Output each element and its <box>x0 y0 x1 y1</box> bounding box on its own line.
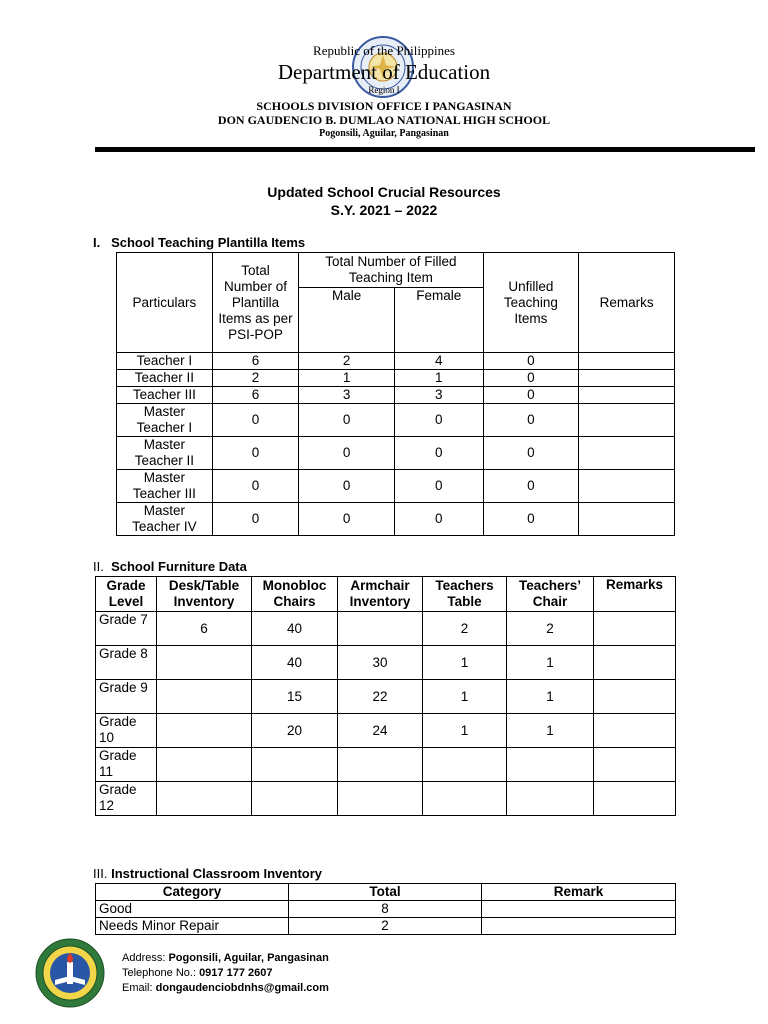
cell-desk <box>157 748 252 782</box>
cell-teachers-table: 1 <box>423 680 507 714</box>
table-row <box>96 782 676 816</box>
cell-male: 0 <box>299 503 395 536</box>
cell-remarks <box>594 680 676 714</box>
table-row <box>96 714 676 748</box>
cell-monobloc <box>252 782 338 816</box>
section-2-number: II. <box>93 559 104 574</box>
cell-teachers-table: 2 <box>423 612 507 646</box>
cell-grade: Grade 7 <box>96 612 157 646</box>
cell-desk <box>157 714 252 748</box>
cell-armchair: 30 <box>338 646 423 680</box>
cell-unfilled: 0 <box>483 353 579 370</box>
cell-armchair: 22 <box>338 680 423 714</box>
cell-remarks <box>594 714 676 748</box>
cell-male: 1 <box>299 370 395 387</box>
header-category: Category <box>96 884 289 901</box>
section-3-number: III. <box>93 866 108 881</box>
cell-female: 0 <box>394 404 483 437</box>
cell-remarks <box>579 503 675 536</box>
cell-female: 1 <box>394 370 483 387</box>
section-3-heading <box>93 866 322 881</box>
header-male: Male <box>299 288 395 353</box>
school-address: Pogonsili, Aguilar, Pangasinan <box>319 128 449 139</box>
header-desk-table: Desk/Table Inventory <box>157 577 252 612</box>
cell-particular: Master Teacher II <box>117 437 213 470</box>
cell-teachers-chair: 2 <box>507 612 594 646</box>
cell-unfilled: 0 <box>483 387 579 404</box>
cell-remarks <box>594 612 676 646</box>
footer-email: Email: dongaudenciobdnhs@gmail.com <box>122 982 329 994</box>
cell-monobloc: 40 <box>252 612 338 646</box>
header-grade-level: Grade Level <box>96 577 157 612</box>
table-row <box>117 470 675 503</box>
header-unfilled: Unfilled Teaching Items <box>483 253 579 353</box>
cell-armchair: 24 <box>338 714 423 748</box>
cell-grade: Grade 9 <box>96 680 157 714</box>
footer-address: Address: Pogonsili, Aguilar, Pangasinan <box>122 952 329 964</box>
plantilla-table <box>116 252 675 536</box>
cell-grade: Grade 10 <box>96 714 157 748</box>
header-armchair: Armchair Inventory <box>338 577 423 612</box>
cell-unfilled: 0 <box>483 437 579 470</box>
school-logo-icon <box>35 938 105 1008</box>
cell-total: 2 <box>212 370 299 387</box>
header-teachers-table: Teachers Table <box>423 577 507 612</box>
header-teachers-chair: Teachers’ Chair <box>507 577 594 612</box>
division-line: SCHOOLS DIVISION OFFICE I PANGASINAN <box>256 99 512 113</box>
cell-remarks <box>594 748 676 782</box>
cell-teachers-table <box>423 782 507 816</box>
table-row <box>117 370 675 387</box>
cell-female: 0 <box>394 437 483 470</box>
cell-particular: Master Teacher I <box>117 404 213 437</box>
republic-line: Republic of the Philippines <box>313 43 455 58</box>
cell-monobloc <box>252 748 338 782</box>
cell-teachers-table: 1 <box>423 646 507 680</box>
cell-total: 6 <box>212 353 299 370</box>
cell-male: 0 <box>299 470 395 503</box>
section-2-title: School Furniture Data <box>111 559 247 574</box>
cell-desk <box>157 680 252 714</box>
region-line: Region I <box>368 85 400 95</box>
cell-remarks <box>594 782 676 816</box>
cell-remark <box>482 918 676 935</box>
cell-grade: Grade 11 <box>96 748 157 782</box>
table-row <box>96 646 676 680</box>
table-row <box>117 437 675 470</box>
cell-female: 3 <box>394 387 483 404</box>
cell-remarks <box>579 370 675 387</box>
header-divider <box>95 147 755 152</box>
cell-male: 3 <box>299 387 395 404</box>
cell-particular: Master Teacher III <box>117 470 213 503</box>
cell-remarks <box>579 437 675 470</box>
cell-grade: Grade 8 <box>96 646 157 680</box>
header-particulars: Particulars <box>117 253 213 353</box>
table-row <box>96 680 676 714</box>
cell-female: 0 <box>394 503 483 536</box>
cell-teachers-chair <box>507 748 594 782</box>
table-row <box>117 387 675 404</box>
school-name: DON GAUDENCIO B. DUMLAO NATIONAL HIGH SCHOOL <box>217 113 551 127</box>
header-total-plantilla: Total Number of Plantilla Items as per PSI-POP <box>212 253 299 353</box>
letterhead <box>0 0 768 160</box>
cell-unfilled: 0 <box>483 404 579 437</box>
document-title: Updated School Crucial Resources <box>267 184 501 200</box>
cell-remarks <box>579 353 675 370</box>
classroom-inventory-table <box>95 883 676 935</box>
cell-unfilled: 0 <box>483 370 579 387</box>
table-row <box>96 748 676 782</box>
cell-particular: Teacher II <box>117 370 213 387</box>
footer-telephone: Telephone No.: 0917 177 2607 <box>122 967 273 979</box>
cell-male: 2 <box>299 353 395 370</box>
cell-armchair <box>338 612 423 646</box>
header-total-filled: Total Number of Filled Teaching Item <box>299 253 483 288</box>
section-3-title: Instructional Classroom Inventory <box>111 866 323 881</box>
header-remark: Remark <box>482 884 676 901</box>
cell-particular: Teacher III <box>117 387 213 404</box>
cell-teachers-chair: 1 <box>507 680 594 714</box>
school-year: S.Y. 2021 – 2022 <box>330 202 438 218</box>
furniture-table <box>95 576 676 816</box>
cell-remarks <box>594 646 676 680</box>
cell-total: 8 <box>289 901 482 918</box>
cell-monobloc: 40 <box>252 646 338 680</box>
cell-remark <box>482 901 676 918</box>
cell-particular: Master Teacher IV <box>117 503 213 536</box>
cell-remarks <box>579 404 675 437</box>
cell-male: 0 <box>299 437 395 470</box>
table-row <box>96 901 676 918</box>
cell-teachers-chair: 1 <box>507 646 594 680</box>
table-row <box>96 612 676 646</box>
cell-remarks <box>579 387 675 404</box>
cell-total: 0 <box>212 404 299 437</box>
cell-category: Good <box>96 901 289 918</box>
cell-female: 0 <box>394 470 483 503</box>
cell-unfilled: 0 <box>483 470 579 503</box>
cell-armchair <box>338 748 423 782</box>
cell-teachers-table <box>423 748 507 782</box>
cell-remarks <box>579 470 675 503</box>
cell-desk <box>157 646 252 680</box>
cell-category: Needs Minor Repair <box>96 918 289 935</box>
cell-total: 2 <box>289 918 482 935</box>
header-female: Female <box>394 288 483 353</box>
table-row <box>117 503 675 536</box>
cell-desk: 6 <box>157 612 252 646</box>
header-total: Total <box>289 884 482 901</box>
cell-grade: Grade 12 <box>96 782 157 816</box>
cell-total: 6 <box>212 387 299 404</box>
section-1-title: School Teaching Plantilla Items <box>111 235 306 250</box>
cell-unfilled: 0 <box>483 503 579 536</box>
cell-particular: Teacher I <box>117 353 213 370</box>
table-row <box>96 918 676 935</box>
cell-armchair <box>338 782 423 816</box>
cell-total: 0 <box>212 437 299 470</box>
cell-female: 4 <box>394 353 483 370</box>
cell-monobloc: 15 <box>252 680 338 714</box>
cell-total: 0 <box>212 503 299 536</box>
header-remarks: Remarks <box>594 577 676 612</box>
table-row <box>117 404 675 437</box>
cell-teachers-chair <box>507 782 594 816</box>
cell-teachers-table: 1 <box>423 714 507 748</box>
cell-desk <box>157 782 252 816</box>
cell-monobloc: 20 <box>252 714 338 748</box>
table-row <box>117 353 675 370</box>
department-line: Department of Education <box>277 60 491 84</box>
cell-male: 0 <box>299 404 395 437</box>
header-monobloc: Monobloc Chairs <box>252 577 338 612</box>
section-1-heading <box>93 235 305 250</box>
section-1-number: I. <box>93 235 101 250</box>
header-remarks: Remarks <box>579 253 675 353</box>
cell-teachers-chair: 1 <box>507 714 594 748</box>
cell-total: 0 <box>212 470 299 503</box>
section-2-heading <box>93 559 247 574</box>
